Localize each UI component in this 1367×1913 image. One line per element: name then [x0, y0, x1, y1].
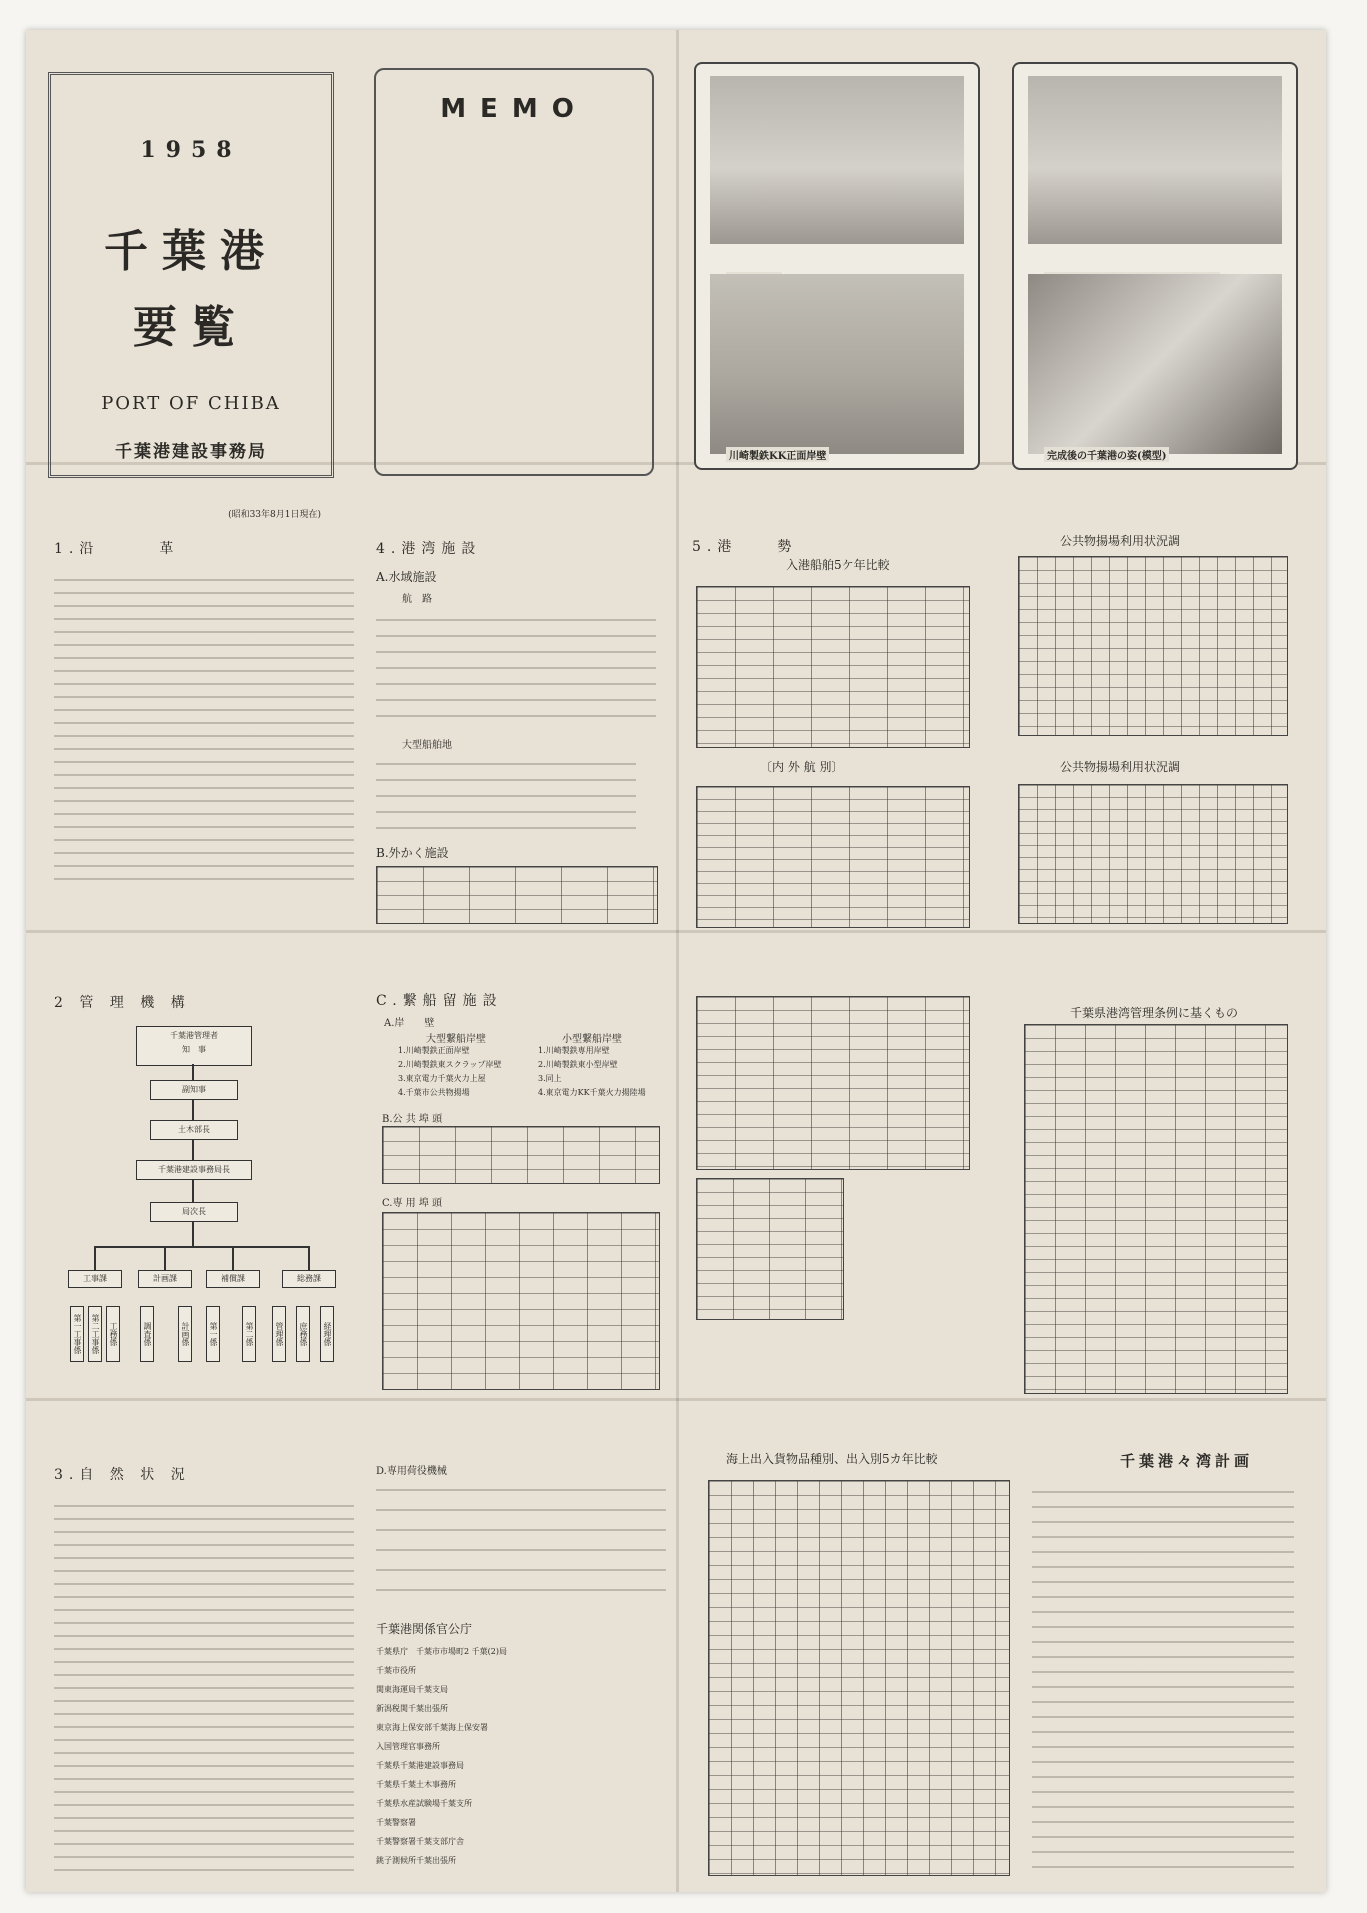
domestic-foreign-table: [696, 786, 970, 928]
fold-line-horizontal: [26, 1398, 1326, 1401]
document-sheet: [26, 30, 1326, 1892]
anchorage-text-block: [376, 754, 636, 834]
cover-year: 1958: [140, 137, 242, 163]
org-unit: 第二係: [242, 1306, 256, 1362]
list-item: 新潟税関千葉出張所: [376, 1704, 448, 1713]
cover-organization: 千葉港建設事務局: [115, 442, 267, 462]
public-pier-table: [382, 1126, 660, 1184]
org-node-vice-governor: 副知事: [150, 1080, 238, 1100]
private-pier-table: [382, 1212, 660, 1390]
list-item: 1.川崎製鉄正面岸壁: [398, 1046, 470, 1055]
ships-5yr-heading: 入港船舶5ケ年比較: [786, 558, 890, 572]
cargo-5yr-table: [708, 1480, 1010, 1876]
domestic-foreign-heading: 〔内 外 航 別〕: [760, 760, 844, 774]
usage-table-1-title: 公共物揚場利用状況調: [1060, 534, 1181, 548]
section-nature-title: 3.自 然 状 況: [54, 1467, 191, 1483]
waters-heading: A.水域施設: [376, 570, 437, 584]
list-item: 千葉県千葉港建設事務局: [376, 1761, 464, 1770]
section-management-title: 2 管 理 機 構: [54, 995, 191, 1011]
quay-heading: A.岸 壁: [384, 1018, 435, 1029]
list-item: 入国管理官事務所: [376, 1742, 440, 1751]
list-item: 千葉警察署: [376, 1818, 416, 1827]
section-mooring-title: C.繋船留施設: [376, 993, 503, 1009]
list-item: 千葉県千葉土木事務所: [376, 1780, 456, 1789]
cover-panel: [48, 72, 334, 520]
org-unit: 工務係: [106, 1306, 120, 1362]
org-unit: 経理係: [320, 1306, 334, 1362]
large-quay-list: [398, 1044, 501, 1100]
offices-list: [376, 1642, 666, 1870]
usage-table-1: [1018, 556, 1288, 736]
cargo-5yr-title: 海上出入貨物品種別、出入別5カ年比較: [726, 1452, 938, 1466]
public-pier-heading: B.公 共 埠 頭: [382, 1114, 443, 1125]
list-item: 1.川崎製鉄専用岸壁: [538, 1046, 610, 1055]
breakwater-heading: B.外かく施設: [376, 846, 449, 860]
private-pier-heading: C.専 用 埠 頭: [382, 1198, 443, 1209]
harbor-photo: [710, 274, 964, 454]
list-item: 4.東京電力KK千葉火力揚陸場: [538, 1088, 646, 1097]
org-unit: 庶務係: [296, 1306, 310, 1362]
photo-panel-left: [694, 62, 980, 470]
history-text-block: [54, 570, 354, 890]
fold-line-vertical: [676, 30, 679, 1892]
list-item: 3.東京電力千葉火力上屋: [398, 1074, 486, 1083]
list-item: 千葉市役所: [376, 1666, 416, 1675]
cover-subtitle: 要覧: [133, 302, 249, 353]
org-division-construction: 工事課: [68, 1270, 122, 1288]
list-item: 銚子測候所千葉出張所: [376, 1856, 456, 1865]
memo-title: MEMO: [440, 94, 588, 124]
org-unit: 調査係: [140, 1306, 154, 1362]
photo-panel-right: [1012, 62, 1298, 470]
cover-title: 千葉港: [104, 226, 278, 277]
list-item: 千葉県庁 千葉市市場町2 千葉(2)局: [376, 1647, 507, 1656]
ordinance-title: 千葉県港湾管理条例に基くもの: [1070, 1006, 1239, 1020]
memo-panel: [374, 68, 654, 476]
org-unit: 第一工事係: [70, 1306, 84, 1362]
small-quay-list: [538, 1044, 646, 1100]
org-node-port-manager: 千葉港管理者 知 事: [136, 1026, 252, 1066]
cover-english-title: PORT OF CHIBA: [101, 393, 281, 414]
route-text-block: [376, 610, 656, 730]
ships-5yr-table: [696, 586, 970, 748]
large-quay-heading: 大型繋船岸壁: [426, 1034, 486, 1045]
harbor-photo: [710, 76, 964, 244]
list-item: 3.同上: [538, 1074, 562, 1083]
list-item: 千葉県水産試験場千葉支所: [376, 1799, 472, 1808]
anchorage-heading: 大型船舶地: [402, 740, 452, 751]
org-unit: 管理係: [272, 1306, 286, 1362]
list-item: 2.川崎製鉄東スクラップ岸壁: [398, 1060, 502, 1069]
offices-heading: 千葉港関係官公庁: [376, 1622, 473, 1636]
model-photo: [1028, 274, 1282, 454]
breakwater-table: [376, 866, 658, 924]
section-history-title: 1.沿 革: [54, 541, 180, 557]
route-heading: 航 路: [402, 594, 432, 605]
org-node-deputy-director: 局次長: [150, 1202, 238, 1222]
fold-line-horizontal: [26, 930, 1326, 933]
org-node-civil-director: 土木部長: [150, 1120, 238, 1140]
machinery-heading: D.専用荷役機械: [376, 1466, 447, 1477]
cover-date: (昭和33年8月1日現在): [228, 510, 321, 520]
nature-text-block: [54, 1496, 354, 1878]
list-item: 東京海上保安部千葉海上保安署: [376, 1723, 488, 1732]
org-division-general-affairs: 総務課: [282, 1270, 336, 1288]
org-node-office-director: 千葉港建設事務局長: [136, 1160, 252, 1180]
org-unit: 計画係: [178, 1306, 192, 1362]
ordinance-fee-table: [1024, 1024, 1288, 1394]
org-division-planning: 計画課: [138, 1270, 192, 1288]
usage-table-2: [1018, 784, 1288, 924]
cargo-summary-table: [696, 1178, 844, 1320]
list-item: 2.川崎製鉄東小型岸壁: [538, 1060, 618, 1069]
org-division-compensation: 補償課: [206, 1270, 260, 1288]
photo-caption: 川崎製鉄KK正面岸壁: [726, 447, 829, 462]
cargo-domestic-table: [696, 996, 970, 1170]
plan-title: 千葉港々湾計画: [1120, 1452, 1254, 1470]
usage-table-2-title: 公共物揚場利用状況調: [1060, 760, 1181, 774]
photo-caption: 完成後の千葉港の姿(模型): [1044, 447, 1169, 462]
list-item: 千葉警察署千葉支部庁舎: [376, 1837, 464, 1846]
plan-text-block: [1032, 1482, 1294, 1874]
list-item: 4.千葉市公共物揚場: [398, 1088, 470, 1097]
dredger-photo: [1028, 76, 1282, 244]
section-facilities-title: 4.港湾施設: [376, 541, 482, 557]
org-unit: 第一係: [206, 1306, 220, 1362]
list-item: 関東海運局千葉支局: [376, 1685, 448, 1694]
machinery-text-block: [376, 1480, 666, 1604]
section-trend-title: 5.港 勢: [692, 539, 798, 555]
org-unit: 第二工事係: [88, 1306, 102, 1362]
small-quay-heading: 小型繋船岸壁: [562, 1034, 622, 1045]
